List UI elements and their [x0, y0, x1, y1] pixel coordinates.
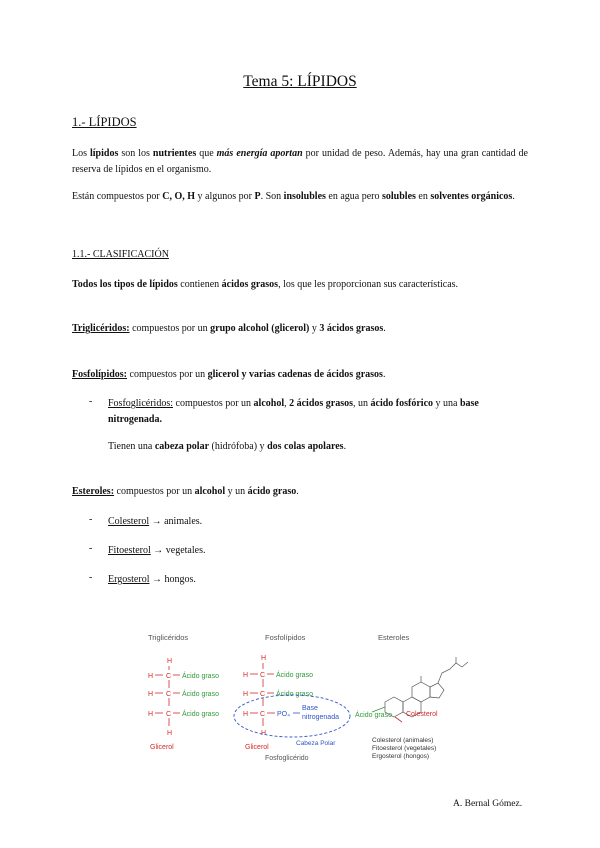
- list-item-fitoesterol: Fitoesterol → vegetales.: [108, 545, 206, 556]
- bullet-dash: -: [89, 514, 93, 525]
- fos-c-1: C: [260, 672, 266, 679]
- section-heading-clasificacion: 1.1.- CLASIFICACIÓN: [72, 249, 169, 260]
- figure-col-fosfolipidos: Fosfolípidos: [265, 633, 306, 642]
- fos-po4: PO₄: [277, 711, 290, 718]
- tri-acido-graso-2: Ácido graso: [182, 691, 219, 698]
- tri-c-3: C: [166, 711, 172, 718]
- fos-c-2: C: [260, 691, 266, 698]
- tri-h-bottom: H: [167, 730, 173, 737]
- ster-legend-1: Colesterol (animales): [372, 737, 434, 744]
- fos-h-top: H: [261, 655, 267, 662]
- sterol-ring-skeleton: [385, 657, 468, 717]
- fos-h-left-1: H: [243, 672, 249, 679]
- paragraph-esteroles: Esteroles: compuestos por un alcohol y un ácido graso.: [72, 486, 299, 497]
- author-signature: A. Bernal Gómez.: [453, 799, 523, 809]
- paragraph-fosfogliceridos: Fosfoglicéridos: compuestos por un alcohol, 2 ácidos grasos, un ácido fosfórico y una base nitrogenada.: [108, 398, 479, 425]
- section-heading-lipidos: 1.- LÍPIDOS: [72, 115, 137, 129]
- tri-h-left-3: H: [148, 711, 154, 718]
- ster-legend-3: Ergosterol (hongos): [372, 753, 430, 760]
- ster-legend-2: Fitoesterol (vegetales): [372, 745, 437, 752]
- paragraph-fosfogliceridos-polarity: Tienen una cabeza polar (hidrófoba) y dos colas apolares.: [108, 441, 347, 452]
- tri-glicerol-label: Glicerol: [150, 744, 174, 751]
- paragraph-fosfolipidos: Fosfolípidos: compuestos por un glicerol y varias cadenas de ácidos grasos.: [72, 369, 386, 380]
- bullet-dash: -: [89, 396, 93, 407]
- fos-c-3: C: [260, 711, 266, 718]
- tri-c-1: C: [166, 673, 172, 680]
- fos-h-left-2: H: [243, 691, 249, 698]
- tri-h-left-2: H: [148, 691, 154, 698]
- trigliceridos-structure: [148, 658, 219, 751]
- fos-fosfoglicerido-caption: Fosfoglicérido: [265, 755, 309, 762]
- paragraph-clasificacion-intro: Todos los tipos de lípidos contienen ácidos grasos, los que les proporcionan sus características.: [72, 279, 459, 290]
- bullet-dash: -: [89, 572, 93, 583]
- ster-colesterol: Colesterol: [406, 711, 438, 718]
- tri-acido-graso-3: Ácido graso: [182, 711, 219, 718]
- tri-c-2: C: [166, 691, 172, 698]
- bullet-dash: -: [89, 543, 93, 554]
- figure-col-esteroles: Esteroles: [378, 633, 410, 642]
- fos-glicerol-label: Glicerol: [245, 744, 269, 751]
- fosfolipido-structure: [234, 655, 350, 762]
- figure-col-trigliceridos: Triglicéridos: [148, 633, 189, 642]
- page-title: Tema 5: LÍPIDOS: [243, 73, 357, 90]
- esterol-structure: [355, 657, 468, 760]
- ster-acido-graso: Ácido graso: [355, 712, 392, 719]
- fos-h-left-3: H: [243, 711, 249, 718]
- fos-h-bottom: H: [261, 730, 267, 737]
- fos-base-line1: Base: [302, 705, 318, 712]
- list-item-colesterol: Colesterol → animales.: [108, 516, 203, 527]
- tri-acido-graso-1: Ácido graso: [182, 673, 219, 680]
- fos-acido-graso-2: Ácido graso: [276, 691, 313, 698]
- fos-cabeza-polar: Cabeza Polar: [296, 740, 336, 747]
- paragraph-lipidos-intro: Los lípidos son los nutrientes que más energía aportan por unidad de peso. Además, hay una gran cantidad de reserva de lípidos en el organismo.: [72, 148, 528, 175]
- tri-h-top: H: [167, 658, 173, 665]
- fos-acido-graso-1: Ácido graso: [276, 672, 313, 679]
- fos-base-line2: nitrogenada: [302, 714, 339, 721]
- tri-h-left-1: H: [148, 673, 154, 680]
- paragraph-lipidos-composition: Están compuestos por C, O, H y algunos por P. Son insolubles en agua pero solubles en solventes orgánicos.: [72, 191, 515, 202]
- list-item-ergosterol: Ergosterol → hongos.: [108, 574, 196, 585]
- paragraph-trigliceridos: Triglicéridos: compuestos por un grupo alcohol (glicerol) y 3 ácidos grasos.: [72, 323, 386, 334]
